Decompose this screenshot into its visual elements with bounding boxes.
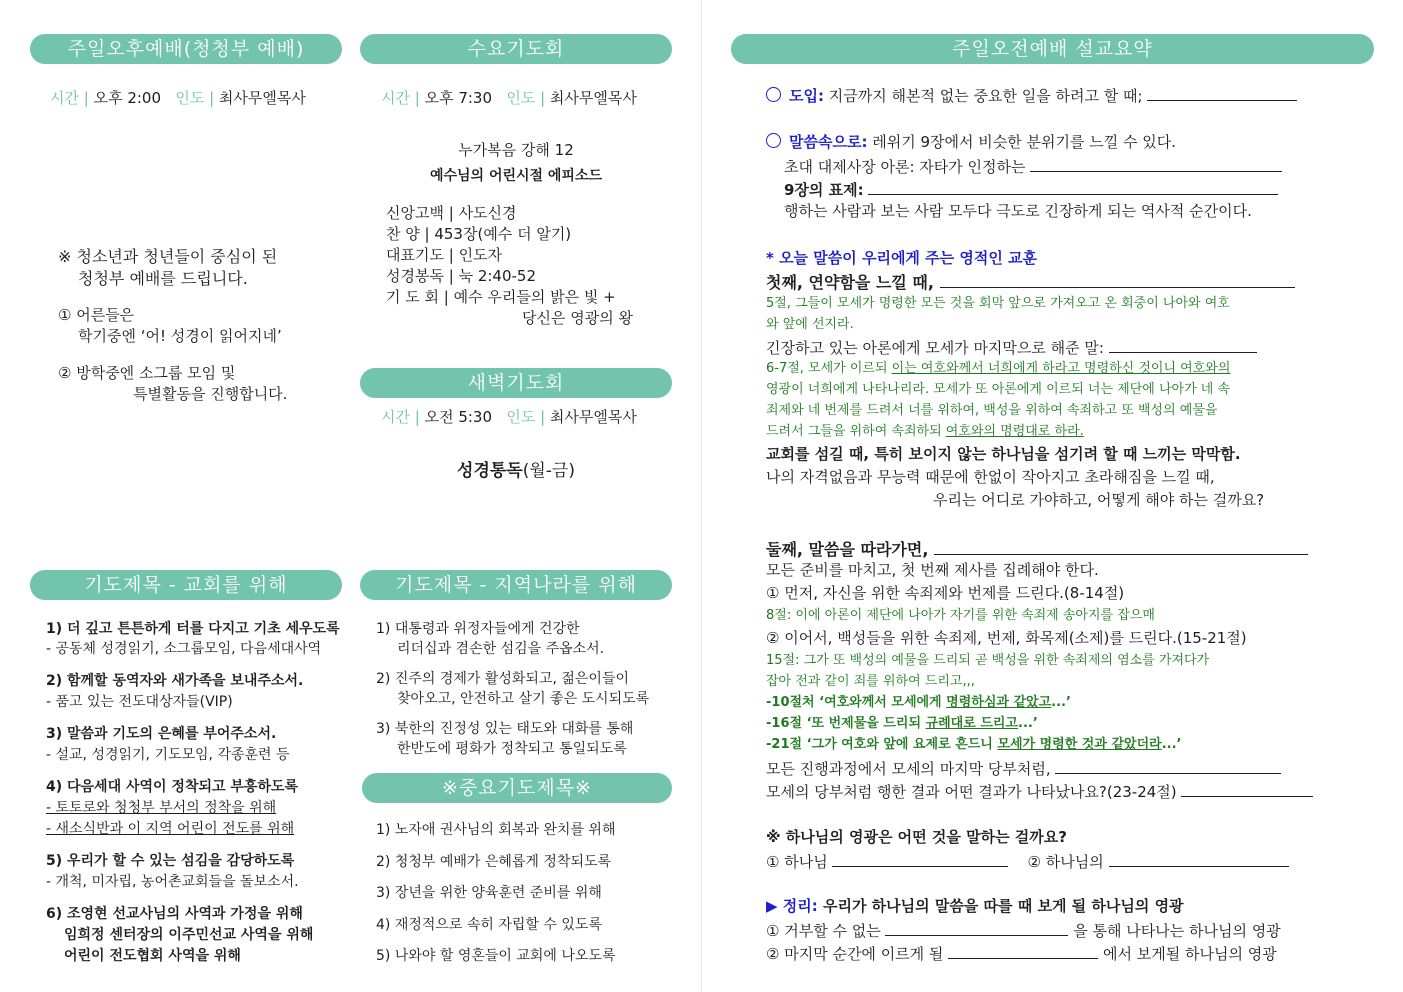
prayer-important-header: ※중요기도제목※	[362, 773, 672, 803]
prayer-item-line1: 2) 진주의 경제가 활성화되고, 젊은이들이	[376, 671, 630, 687]
important-item: 5) 나와야 할 영혼들이 교회에 나오도록	[376, 948, 616, 964]
word-text: 레위기 9장에서 비슷한 분위기를 느낄 수 있다.	[872, 133, 1176, 151]
wednesday-time-info: 시간 | 오후 7:30 인도 | 최사무엘목사	[381, 89, 637, 107]
prayer-item-line1: 1) 대통령과 위정자들에게 건강한	[376, 621, 580, 637]
process-line: 모든 진행과정에서 모세의 마지막 당부처럼,	[766, 758, 1281, 778]
prayer-church-header: 기도제목 - 교회를 위해	[30, 570, 342, 600]
serve-line2: 나의 자격없음과 무능력 때문에 한없이 작아지고 초라해짐을 느낄 때,	[766, 468, 1215, 486]
prayer-item-sub: - 공동체 성경읽기, 소그룹모임, 다음세대사역	[46, 641, 322, 657]
important-item: 4) 재정적으로 속히 자립할 수 있도록	[376, 917, 602, 933]
circle-bullet-icon	[766, 133, 781, 148]
prayer-item-sub: 임희정 센터장의 이주민선교 사역을 위해	[64, 927, 314, 943]
order-item: 기 도 회 | 예수 우리들의 밝은 빛 +	[386, 288, 616, 306]
step1-line: ① 먼저, 자신을 위한 속죄제와 번제를 드린다.(8-14절)	[766, 584, 1125, 602]
afternoon-item2-line2: 특별활동을 진행합니다.	[133, 385, 288, 403]
prayer-item-sub: 어린이 전도협회 사역을 위해	[64, 948, 241, 964]
wednesday-prayer-header: 수요기도회	[360, 34, 672, 64]
word-line	[766, 133, 1176, 151]
summary-label: ▶ 정리:	[766, 897, 818, 915]
time-value: 오후 2:00	[93, 89, 162, 107]
lead-value: 최사무엘목사	[218, 89, 306, 107]
afternoon-item1-line1: ① 어른들은	[58, 306, 135, 324]
afternoon-service-header: 주일오후예배(청청부 예배)	[30, 34, 342, 64]
time-value: 오전 5:30	[424, 408, 493, 426]
prep-line: 모든 준비를 마치고, 첫 번째 제사를 집례해야 한다.	[766, 561, 1099, 579]
afternoon-notice-line2: 청청부 예배를 드립니다.	[78, 269, 248, 288]
order-item-continued: 당신은 영광의 왕	[522, 309, 633, 327]
wednesday-series: 누가복음 강해 12	[458, 141, 574, 159]
intro-label: 도입:	[789, 87, 824, 105]
verse67-line2: 영광이 너희에게 나타나리라. 모세가 또 아론에게 이르되 너는 제단에 나아가 네 속	[766, 382, 1231, 397]
fill-blank[interactable]	[1109, 851, 1289, 867]
important-item: 2) 청청부 예배가 은혜롭게 정착되도록	[376, 854, 612, 870]
verse8-line: 8절: 이에 아론이 제단에 나아가 자기를 위한 속죄제 송아지를 잡으매	[766, 608, 1155, 623]
summary-item2: ② 마지막 순간에 이르게 될 에서 보게될 하나님의 영광	[766, 945, 1277, 963]
verse5-line1: 5절, 그들이 모세가 명령한 모든 것을 회막 앞으로 가져오고 온 회중이 나아와 여호	[766, 296, 1230, 311]
prayer-item-sub: - 설교, 성경읽기, 기도모임, 각종훈련 등	[46, 747, 290, 763]
prayer-item-head: 5) 우리가 할 수 있는 섬김을 감당하도록	[46, 853, 295, 869]
afternoon-item2-line1: ② 방학중엔 소그룹 모임 및	[58, 364, 236, 382]
order-item: 신앙고백 | 사도신경	[386, 204, 517, 222]
time-label: 시간	[381, 89, 410, 107]
prayer-item-sub: - 개척, 미자립, 농어촌교회들을 돌보소서.	[46, 874, 299, 890]
prayer-nation-header: 기도제목 - 지역나라를 위해	[360, 570, 672, 600]
serve-line3: 우리는 어디로 가야하고, 어떻게 해야 하는 걸까요?	[933, 491, 1265, 509]
important-item: 1) 노자애 권사님의 회복과 완치를 위해	[376, 822, 616, 838]
prayer-item-head: 3) 말씀과 기도의 은혜를 부어주소서.	[46, 726, 277, 742]
afternoon-item1-line2: 학기중엔 ‘어! 성경이 읽어지네’	[78, 327, 282, 345]
summary-heading: ▶ 정리: 우리가 하나님의 말씀을 따를 때 보게 될 하나님의 영광	[766, 897, 1184, 915]
dawn-prayer-header: 새벽기도회	[360, 368, 672, 398]
prayer-item-head: 1) 더 깊고 튼튼하게 터를 다지고 기초 세우도록	[46, 621, 340, 637]
lesson-heading: * 오늘 말씀이 우리에게 주는 영적인 교훈	[766, 249, 1038, 267]
fill-blank[interactable]	[832, 851, 1008, 867]
dawn-time-info: 시간 | 오전 5:30 인도 | 최사무엘목사	[381, 408, 637, 426]
lead-label: 인도	[506, 89, 536, 107]
time-value: 오후 7:30	[424, 89, 493, 107]
verse67-line1: 6-7절, 모세가 이르되 이는 여호와께서 너희에게 하라고 명령하신 것이니 여호와의	[766, 361, 1231, 376]
time-label: 시간	[50, 89, 79, 107]
verse67-line4: 드려서 그들을 위하여 속죄하되 여호와의 명령대로 하라.	[766, 424, 1084, 439]
prayer-item-line2: 한반도에 평화가 정착되고 통일되도록	[397, 741, 627, 757]
dawn-reading	[360, 462, 672, 480]
prayer-item-line2: 찾아오고, 안전하고 살기 좋은 도시되도록	[397, 691, 650, 707]
step2-line: ② 이어서, 백성들을 위한 속죄제, 번제, 화목제(소제)를 드린다.(15-21절)	[766, 629, 1247, 647]
sermon-summary-header: 주일오전예배 설교요약	[731, 34, 1374, 64]
verse5-line2: 와 앞에 선지라.	[766, 317, 854, 332]
important-item: 3) 장년을 위한 양육훈련 준비를 위해	[376, 885, 602, 901]
wednesday-subtitle: 예수님의 어린시절 에피소드	[429, 168, 603, 184]
reading-title: 성경통독	[457, 461, 523, 481]
fill-blank[interactable]	[1109, 337, 1257, 353]
prayer-item-sub: - 토토로와 청청부 부서의 정착을 위해	[46, 800, 277, 816]
fill-blank[interactable]	[1147, 85, 1297, 101]
glory-question: ※ 하나님의 영광은 어떤 것을 말하는 걸까요?	[766, 828, 1067, 846]
time-label: 시간	[381, 408, 410, 426]
circle-bullet-icon	[766, 87, 781, 102]
reading-days: (월-금)	[522, 461, 575, 481]
word-line3: 9장의 표제:	[784, 179, 1278, 199]
fill-blank[interactable]	[885, 920, 1068, 936]
prayer-item-head: 2) 함께할 동역자와 새가족을 보내주소서.	[46, 673, 304, 689]
intro-text: 지금까지 해본적 없는 중요한 일을 하려고 할 때;	[828, 87, 1143, 105]
fill-blank[interactable]	[934, 539, 1308, 555]
prayer-item-line1: 3) 북한의 진정성 있는 태도와 대화를 통해	[376, 721, 634, 737]
verse15-line1: 15절: 그가 또 백성의 예물을 드리되 곧 백성을 위한 속죄제의 염소를 가져다가	[766, 653, 1210, 668]
fill-blank[interactable]	[868, 179, 1278, 195]
intro-line	[766, 85, 1297, 105]
verse15-line2: 잡아 전과 같이 죄를 위하여 드리고,,,	[766, 674, 975, 689]
aaron-line: 긴장하고 있는 아론에게 모세가 마지막으로 해준 말:	[766, 337, 1257, 357]
word-line2: 초대 대제사장 아론: 자타가 인정하는	[784, 156, 1282, 176]
serve-line: 교회를 섬길 때, 특히 보이지 않는 하나님을 섬기려 할 때 느끼는 막막함.	[766, 445, 1241, 463]
page-divider	[701, 0, 702, 992]
prayer-item-line2: 리더십과 겸손한 섬김을 주옵소서.	[397, 641, 605, 657]
second-heading: 둘째, 말씀을 따라가면,	[766, 539, 1308, 559]
summary-item1: ① 거부할 수 없는 을 통해 나타나는 하나님의 영광	[766, 922, 1281, 940]
prayer-item-head: 4) 다음세대 사역이 정착되고 부흥하도록	[46, 779, 299, 795]
prayer-item-head: 6) 조영현 선교사님의 사역과 가정을 위해	[46, 906, 303, 922]
glory-answers: ① 하나님 ② 하나님의	[766, 851, 1289, 871]
lead-label: 인도	[175, 89, 205, 107]
fill-blank[interactable]	[1030, 156, 1282, 172]
quote10-line: -10절처 ‘여호와께서 모세에게 명령하심과 같았고...’	[766, 695, 1071, 710]
lead-label: 인도	[506, 408, 536, 426]
prayer-item-sub: - 새소식반과 이 지역 어린이 전도를 위해	[46, 821, 295, 837]
quote21-line: -21절 ‘그가 여호와 앞에 요제로 흔드니 모세가 명령한 것과 같았더라...’	[766, 737, 1182, 752]
afternoon-notice-line1: ※ 청소년과 청년들이 중심이 된	[58, 247, 278, 266]
order-item: 대표기도 | 인도자	[386, 246, 503, 264]
first-heading: 첫째, 연약함을 느낄 때,	[766, 272, 1295, 292]
lead-value: 최사무엘목사	[549, 408, 637, 426]
verse67-line3: 죄제와 네 번제를 드려서 너를 위하여, 백성을 위하여 속죄하고 또 백성의 예물을	[766, 403, 1218, 418]
fill-blank[interactable]	[1181, 781, 1313, 797]
order-item: 찬 양 | 453장(예수 더 알기)	[386, 225, 572, 243]
word-label: 말씀속으로:	[789, 133, 868, 151]
lead-value: 최사무엘목사	[549, 89, 637, 107]
prayer-item-sub: - 품고 있는 전도대상자들(VIP)	[46, 694, 233, 710]
word-line4: 행하는 사람과 보는 사람 모두다 극도로 긴장하게 되는 역사적 순간이다.	[784, 202, 1252, 220]
fill-blank[interactable]	[940, 272, 1295, 288]
fill-blank[interactable]	[948, 943, 1098, 959]
result-line: 모세의 당부처럼 행한 결과 어떤 결과가 나타났나요?(23-24절)	[766, 781, 1313, 801]
quote16-line: -16절 ‘또 번제물을 드리되 규례대로 드리고...’	[766, 716, 1038, 731]
order-item: 성경봉독 | 눅 2:40-52	[386, 267, 537, 285]
afternoon-time-info: 시간 | 오후 2:00 인도 | 최사무엘목사	[50, 89, 306, 107]
fill-blank[interactable]	[1055, 758, 1281, 774]
